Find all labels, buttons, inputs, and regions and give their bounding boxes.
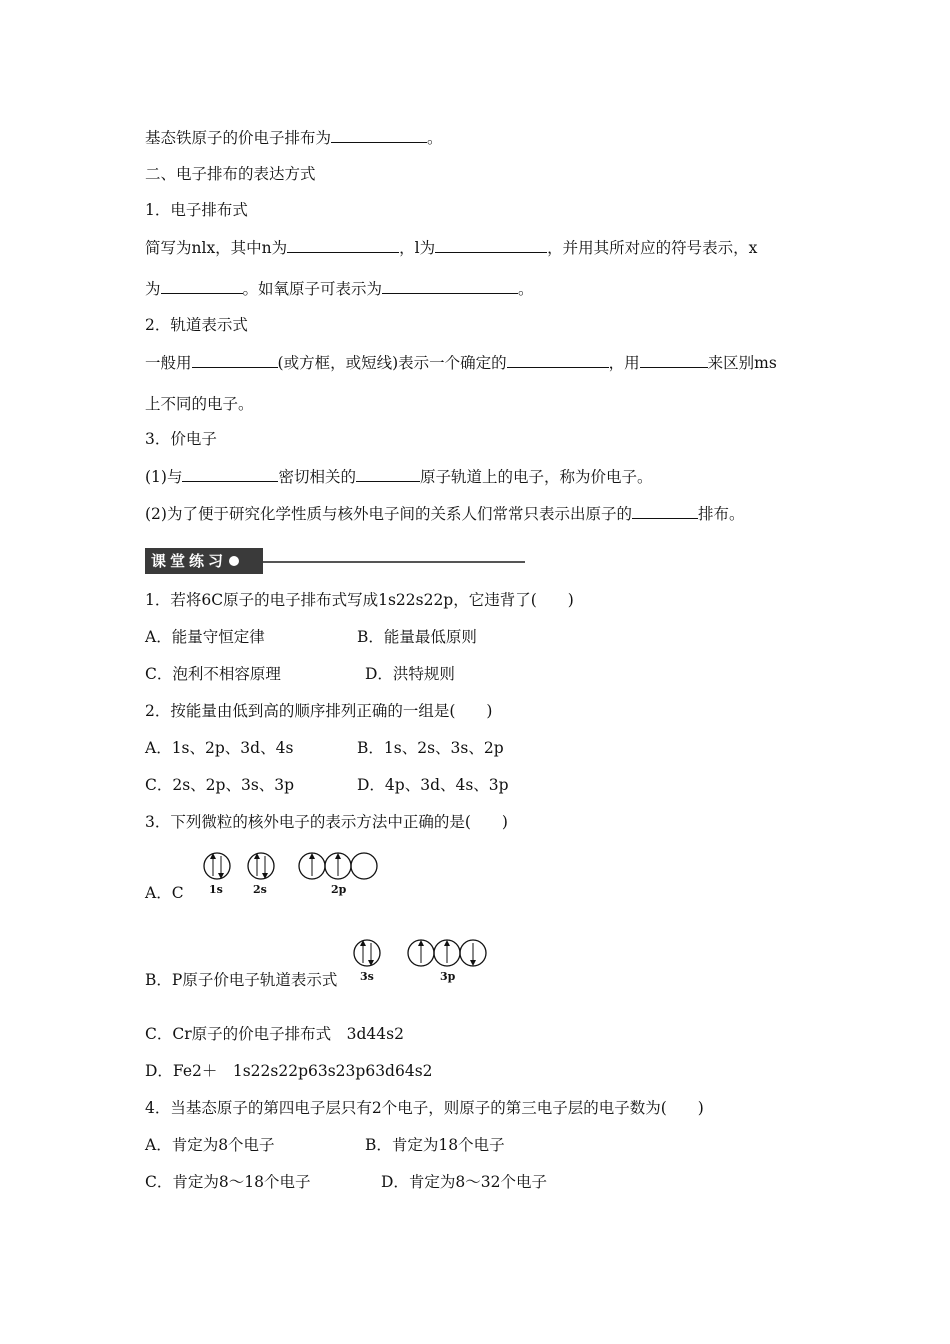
q1-option-d[interactable]: D．洪特规则 — [365, 665, 455, 683]
q3-option-c[interactable]: C．Cr原子的价电子排布式 3d44s2 — [145, 1025, 404, 1043]
subheading-valence: 3．价电子 — [145, 430, 217, 448]
practice-banner — [145, 548, 525, 574]
text: ，用 — [608, 354, 640, 372]
text: 排布。 — [697, 505, 745, 523]
q3-option-d[interactable]: D．Fe2＋ 1s22s22p63s23p63d64s2 — [145, 1062, 433, 1080]
q2-option-d[interactable]: D．4p、3d、4s、3p — [357, 776, 509, 794]
fe-valence-line — [145, 127, 443, 148]
orbital-label: 1s — [209, 883, 223, 896]
orbital-line-2: 上不同的电子。 — [145, 395, 254, 413]
q2-stem: 2．按能量由低到高的顺序排列正确的一组是( ) — [145, 702, 493, 720]
orbital-2s-circle — [248, 853, 274, 879]
text: 基态铁原子的价电子排布为 — [145, 129, 332, 147]
bullet-icon — [229, 556, 239, 566]
text: 一般用 — [145, 354, 192, 372]
text: ，l为 — [399, 239, 436, 257]
answer-blank[interactable] — [640, 352, 708, 368]
orbital-label: 2p — [331, 883, 347, 896]
q1-option-b[interactable]: B．能量最低原则 — [357, 628, 477, 646]
text: ，并用其所对应的符号表示，x — [547, 239, 758, 257]
q3-stem: 3．下列微粒的核外电子的表示方法中正确的是( ) — [145, 813, 508, 831]
text: 密切相关的 — [278, 468, 356, 486]
text: 。 — [427, 129, 443, 147]
q4-option-c[interactable]: C．肯定为8～18个电子 — [145, 1173, 311, 1191]
q4-option-d[interactable]: D．肯定为8～32个电子 — [381, 1173, 548, 1191]
q4-option-a[interactable]: A．肯定为8个电子 — [145, 1136, 275, 1154]
answer-blank[interactable] — [192, 352, 278, 368]
answer-blank[interactable] — [507, 352, 609, 368]
text: (或方框，或短线)表示一个确定的 — [277, 354, 507, 372]
subheading-config: 1．电子排布式 — [145, 201, 248, 219]
config-line-1 — [145, 237, 757, 258]
q2-option-b[interactable]: B．1s、2s、3s、2p — [357, 739, 504, 757]
q2-option-c[interactable]: C．2s、2p、3s、3p — [145, 776, 295, 794]
q4-stem: 4．当基态原子的第四电子层只有2个电子，则原子的第三电子层的电子数为( ) — [145, 1099, 704, 1117]
text: 。 — [518, 280, 534, 298]
valence-line-2 — [145, 503, 744, 524]
banner-rule — [263, 561, 525, 563]
subheading-orbital: 2．轨道表示式 — [145, 316, 248, 334]
text: 为 — [145, 280, 161, 298]
q3-option-b[interactable]: B．P原子价电子轨道表示式 — [145, 971, 338, 989]
q1-option-c[interactable]: C．泡利不相容原理 — [145, 665, 281, 683]
text: 。如氧原子可表示为 — [242, 280, 383, 298]
text: 简写为nlx，其中n为 — [145, 239, 288, 257]
answer-blank[interactable] — [182, 466, 278, 482]
section-heading: 二、电子排布的表达方式 — [145, 165, 316, 183]
orbital-3s-circle — [354, 940, 380, 966]
answer-blank[interactable] — [356, 466, 420, 482]
answer-blank[interactable] — [632, 503, 698, 519]
orbital-label: 3s — [360, 970, 374, 983]
answer-blank[interactable] — [161, 278, 243, 294]
q3-option-a[interactable]: A．C — [145, 884, 184, 902]
orbital-2p-circle — [351, 853, 377, 879]
orbital-1s-circle — [204, 853, 230, 879]
text: 来区别ms — [707, 354, 777, 372]
q2-option-a[interactable]: A．1s、2p、3d、4s — [145, 739, 294, 757]
config-line-2 — [145, 278, 534, 299]
q4-option-b[interactable]: B．肯定为18个电子 — [365, 1136, 505, 1154]
q1-stem: 1．若将6C原子的电子排布式写成1s22s22p，它违背了( ) — [145, 591, 574, 609]
banner-title: 课堂练习 — [151, 552, 228, 570]
answer-blank[interactable] — [435, 237, 547, 253]
banner-label — [145, 548, 263, 574]
answer-blank[interactable] — [287, 237, 399, 253]
text: 原子轨道上的电子，称为价电子。 — [419, 468, 653, 486]
text: (2)为了便于研究化学性质与核外电子间的关系人们常常只表示出原子的 — [145, 505, 632, 523]
orbital-label: 3p — [440, 970, 456, 983]
phosphorus-orbital-diagram — [351, 936, 501, 986]
answer-blank[interactable] — [331, 127, 427, 143]
orbital-line-1 — [145, 352, 777, 373]
q1-option-a[interactable]: A．能量守恒定律 — [145, 628, 265, 646]
answer-blank[interactable] — [382, 278, 518, 294]
text: (1)与 — [145, 468, 183, 486]
valence-line-1 — [145, 466, 653, 487]
orbital-label: 2s — [253, 883, 267, 896]
carbon-orbital-diagram — [201, 849, 391, 899]
